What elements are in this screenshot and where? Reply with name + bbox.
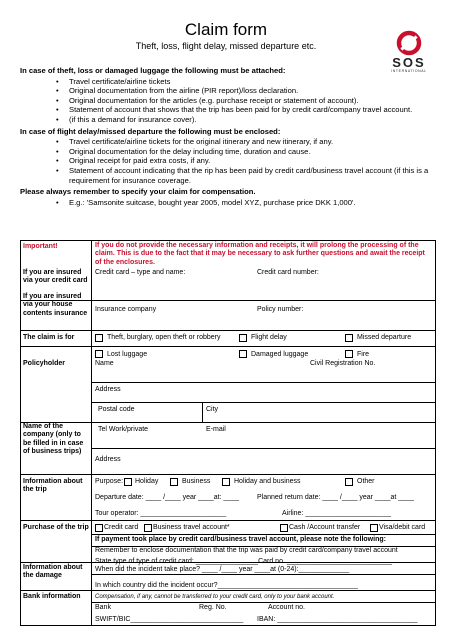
bank-note: Compensation, if any, cannot be transferred to your credit card, only to your bank account. bbox=[95, 594, 335, 600]
other-checkbox[interactable] bbox=[345, 478, 353, 486]
trip-label: Information about the trip bbox=[23, 478, 83, 494]
incident-date-field[interactable]: When did the incident take place? ____ /____ year ____at (0-24):_____________ bbox=[95, 566, 350, 573]
delay-heading: In case of flight delay/missed departure the following must be enclosed: bbox=[20, 126, 281, 136]
city-field[interactable]: City bbox=[206, 406, 219, 413]
holiday-business-checkbox[interactable] bbox=[222, 478, 230, 486]
important-text: If you do not provide the necessary information and receipts, it will prolong the processing of the claim. This is due to the fact that it may be necessary to ask further questions and await the receipt of the enclosures. bbox=[95, 242, 425, 266]
flight-delay-label: Flight delay bbox=[251, 334, 287, 341]
purchase-label: Purchase of the trip bbox=[23, 524, 89, 531]
business-checkbox[interactable] bbox=[170, 478, 178, 486]
list-item: • Original documentation for the articles (e.g. purchase receipt or statement of account). bbox=[20, 96, 436, 106]
claim-form bbox=[20, 240, 436, 626]
credit-card-option-label: Credit card bbox=[104, 524, 139, 531]
tour-operator-field[interactable]: Tour operator: ______________________ bbox=[95, 510, 227, 517]
missed-departure-checkbox[interactable] bbox=[345, 334, 353, 342]
purchase-note: If payment took place by credit card/business travel account, please note the following: bbox=[95, 536, 386, 543]
address-field[interactable]: Address bbox=[95, 386, 121, 393]
incident-country-field[interactable]: In which country did the incident occur?____________________________________ bbox=[95, 582, 358, 589]
specify-heading: Please always remember to specify your claim for compensation. bbox=[20, 187, 256, 197]
luggage-list bbox=[20, 77, 436, 125]
business-label: Business bbox=[182, 478, 211, 485]
page-title: Claim form bbox=[184, 20, 268, 39]
list-item: • Original receipt for paid extra costs, if any. bbox=[20, 156, 436, 166]
credit-card-type-field[interactable]: Credit card – type and name: bbox=[95, 269, 186, 276]
postal-code-field[interactable]: Postal code bbox=[98, 406, 135, 413]
holiday-checkbox[interactable] bbox=[124, 478, 132, 486]
policy-number-field[interactable]: Policy number: bbox=[257, 306, 304, 313]
fire-checkbox[interactable] bbox=[345, 350, 353, 358]
iban-field[interactable]: IBAN: ____________________________________ bbox=[257, 616, 418, 623]
list-item: • Travel certificate/airline tickets bbox=[20, 77, 436, 87]
other-label: Other bbox=[357, 478, 375, 485]
list-item: • Statement of account indicating that the rip has been paid by credit card/business travel account (if this is a requirement for insurance coverage. bbox=[20, 166, 436, 185]
credit-card-label: If you are insured via your credit card bbox=[23, 269, 88, 285]
page-subtitle: Theft, loss, flight delay, missed departure etc. bbox=[135, 41, 317, 51]
swift-field[interactable]: SWIFT/BIC_____________________________ bbox=[95, 616, 244, 623]
list-item: • E.g.: 'Samsonite suitcase, bought year 2005, model XYZ, purchase price DKK 1,000'. bbox=[20, 198, 436, 208]
list-item: • Original documentation from the airline (PIR report)/loss declaration. bbox=[20, 86, 436, 96]
business-account-label: Business travel account* bbox=[153, 524, 230, 531]
cash-transfer-checkbox[interactable] bbox=[280, 524, 288, 532]
list-item: • Statement of account that shows that the trip has been paid for by credit card/company travel account. bbox=[20, 105, 436, 115]
company-address-field[interactable]: Address bbox=[95, 456, 121, 463]
sos-ring-icon bbox=[396, 30, 422, 56]
damaged-luggage-checkbox[interactable] bbox=[239, 350, 247, 358]
delay-list bbox=[20, 137, 436, 185]
business-account-checkbox[interactable] bbox=[144, 524, 152, 532]
holiday-label: Holiday bbox=[135, 478, 159, 485]
departure-date-field[interactable]: Departure date: ____ /____ year ____at: ____ bbox=[95, 494, 239, 501]
card-type-field[interactable]: State type of type of credit card: ________________Card no. ___________________________ bbox=[95, 558, 392, 565]
lost-luggage-checkbox[interactable] bbox=[95, 350, 103, 358]
visa-debit-checkbox[interactable] bbox=[370, 524, 378, 532]
list-item: • Original documentation for the delay including time, duration and cause. bbox=[20, 147, 436, 157]
claim-label: The claim is for bbox=[23, 334, 75, 341]
important-label: Important! bbox=[23, 243, 58, 250]
visa-debit-label: Visa/debit card bbox=[379, 524, 426, 531]
purchase-remember: Remember to enclose documentation that the trip was paid by credit card/company travel account bbox=[95, 547, 398, 554]
holiday-business-label: Holiday and business bbox=[234, 478, 301, 485]
instructions bbox=[20, 66, 436, 209]
flight-delay-checkbox[interactable] bbox=[239, 334, 247, 342]
company-label: Name of the company (only to be filled in in case of business trips) bbox=[23, 423, 84, 456]
damaged-luggage-label: Damaged luggage bbox=[251, 351, 309, 358]
insurance-company-field[interactable]: Insurance company bbox=[95, 306, 157, 313]
theft-option-label: Theft, burglary, open theft or robbery bbox=[107, 334, 221, 341]
theft-checkbox[interactable] bbox=[95, 334, 103, 342]
damage-label: Information about the damage bbox=[23, 564, 83, 580]
tel-field[interactable]: Tel Work/private bbox=[98, 426, 149, 433]
lost-luggage-label: Lost luggage bbox=[107, 351, 148, 358]
policyholder-label: Policyholder bbox=[23, 360, 66, 367]
luggage-heading: In case of theft, loss or damaged luggage the following must be attached: bbox=[20, 66, 286, 75]
logo-subtext: INTERNATIONAL bbox=[391, 69, 427, 73]
reg-no-field[interactable]: Reg. No. bbox=[199, 604, 227, 611]
list-item-note: • (if this a demand for insurance cover). bbox=[20, 115, 436, 125]
account-no-field[interactable]: Account no. bbox=[268, 604, 305, 611]
credit-card-number-field[interactable]: Credit card number: bbox=[257, 269, 319, 276]
email-field[interactable]: E-mail bbox=[206, 426, 226, 433]
purpose-label: Purpose: bbox=[95, 478, 124, 485]
list-item: • Travel certificate/airline tickets for the original itinerary and new itinerary, if any. bbox=[20, 137, 436, 147]
name-field[interactable]: Name bbox=[95, 360, 114, 367]
return-date-field[interactable]: Planned return date: ____ /____ year ____at ____ bbox=[257, 494, 414, 501]
house-insurance-label: If you are insured via your house contents insurance bbox=[23, 293, 88, 317]
bank-label: Bank information bbox=[23, 593, 81, 600]
specify-list bbox=[20, 198, 436, 208]
missed-departure-label: Missed departure bbox=[357, 334, 412, 341]
logo-text: SOS bbox=[392, 55, 426, 70]
credit-card-checkbox[interactable] bbox=[95, 524, 103, 532]
bank-field[interactable]: Bank bbox=[95, 604, 111, 611]
civil-registration-field[interactable]: Civil Registration No. bbox=[310, 360, 376, 367]
airline-field[interactable]: Airline: ______________________ bbox=[282, 510, 391, 517]
cash-transfer-label: Cash /Account transfer bbox=[289, 524, 361, 531]
fire-label: Fire bbox=[357, 351, 370, 358]
